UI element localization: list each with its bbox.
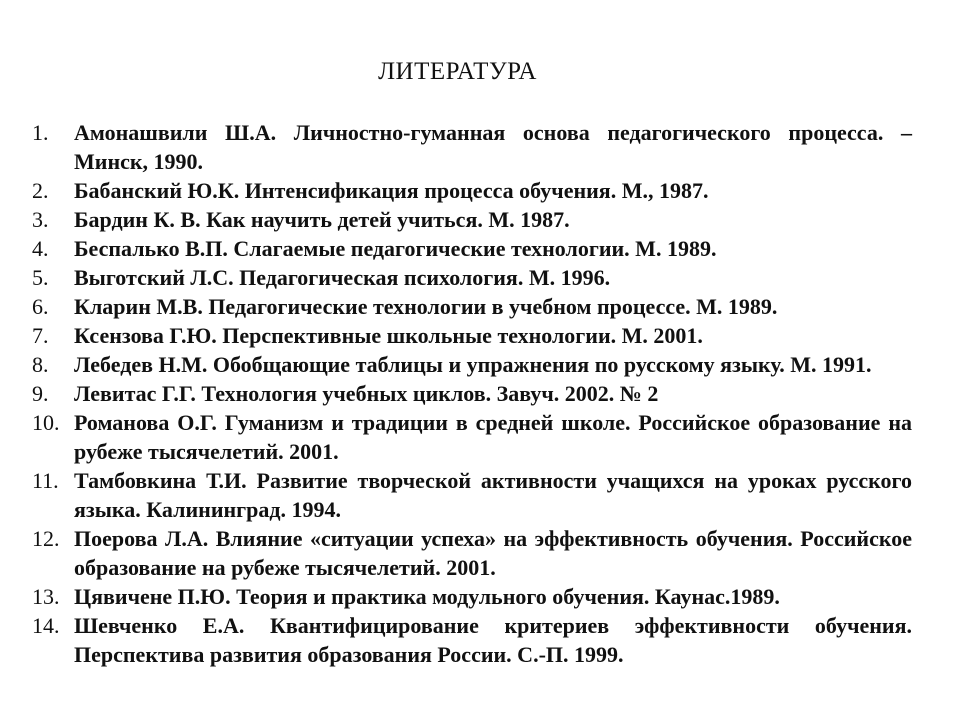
reference-item xyxy=(32,582,912,611)
reference-text: Кларин М.В. Педагогические технологии в учебном процессе. М. 1989. xyxy=(74,294,778,319)
reference-number: 7. xyxy=(32,323,49,348)
reference-text: Поерова Л.А. Влияние «ситуации успеха» на эффективность обучения. Российское образование на рубеже тысячелетий. 2001. xyxy=(74,526,912,580)
reference-number: 12. xyxy=(32,526,60,551)
reference-text: Бабанский Ю.К. Интенсификация процесса обучения. М., 1987. xyxy=(74,178,709,203)
page-title: ЛИТЕРАТУРА xyxy=(378,58,537,85)
reference-item xyxy=(32,611,912,669)
reference-number: 9. xyxy=(32,381,49,406)
reference-number: 11. xyxy=(32,468,59,493)
reference-text: Левитас Г.Г. Технология учебных циклов. Завуч. 2002. № 2 xyxy=(74,381,659,406)
reference-item xyxy=(32,524,912,582)
reference-item xyxy=(32,118,912,176)
reference-number: 14. xyxy=(32,613,60,638)
reference-item xyxy=(32,321,912,350)
reference-number: 8. xyxy=(32,352,49,377)
reference-item xyxy=(32,292,912,321)
reference-item xyxy=(32,408,912,466)
reference-number: 5. xyxy=(32,265,49,290)
reference-text: Шевченко Е.А. Квантифицирование критериев эффективности обучения. Перспектива развития образования России. С.-П. 1999. xyxy=(74,613,912,667)
reference-text: Лебедев Н.М. Обобщающие таблицы и упражнения по русскому языку. М. 1991. xyxy=(74,352,872,377)
reference-number: 1. xyxy=(32,120,49,145)
reference-item xyxy=(32,176,912,205)
reference-number: 2. xyxy=(32,178,49,203)
reference-number: 4. xyxy=(32,236,49,261)
reference-item xyxy=(32,466,912,524)
reference-number: 3. xyxy=(32,207,49,232)
reference-item xyxy=(32,234,912,263)
reference-text: Цявичене П.Ю. Теория и практика модульного обучения. Каунас.1989. xyxy=(74,584,780,609)
reference-item xyxy=(32,205,912,234)
reference-text: Романова О.Г. Гуманизм и традиции в средней школе. Российское образование на рубеже тысячелетий. 2001. xyxy=(74,410,912,464)
reference-number: 10. xyxy=(32,410,60,435)
reference-text: Бардин К. В. Как научить детей учиться. М. 1987. xyxy=(74,207,570,232)
reference-text: Выготский Л.С. Педагогическая психология. М. 1996. xyxy=(74,265,611,290)
reference-item xyxy=(32,350,912,379)
reference-number: 6. xyxy=(32,294,49,319)
reference-list xyxy=(32,118,912,669)
reference-text: Беспалько В.П. Слагаемые педагогические технологии. М. 1989. xyxy=(74,236,717,261)
reference-number: 13. xyxy=(32,584,60,609)
reference-item xyxy=(32,379,912,408)
reference-text: Амонашвили Ш.А. Личностно-гуманная основа педагогического процесса. – Минск, 1990. xyxy=(74,120,912,174)
reference-text: Тамбовкина Т.И. Развитие творческой активности учащихся на уроках русского языка. Калининград. 1994. xyxy=(74,468,912,522)
reference-text: Ксензова Г.Ю. Перспективные школьные технологии. М. 2001. xyxy=(74,323,703,348)
reference-item xyxy=(32,263,912,292)
